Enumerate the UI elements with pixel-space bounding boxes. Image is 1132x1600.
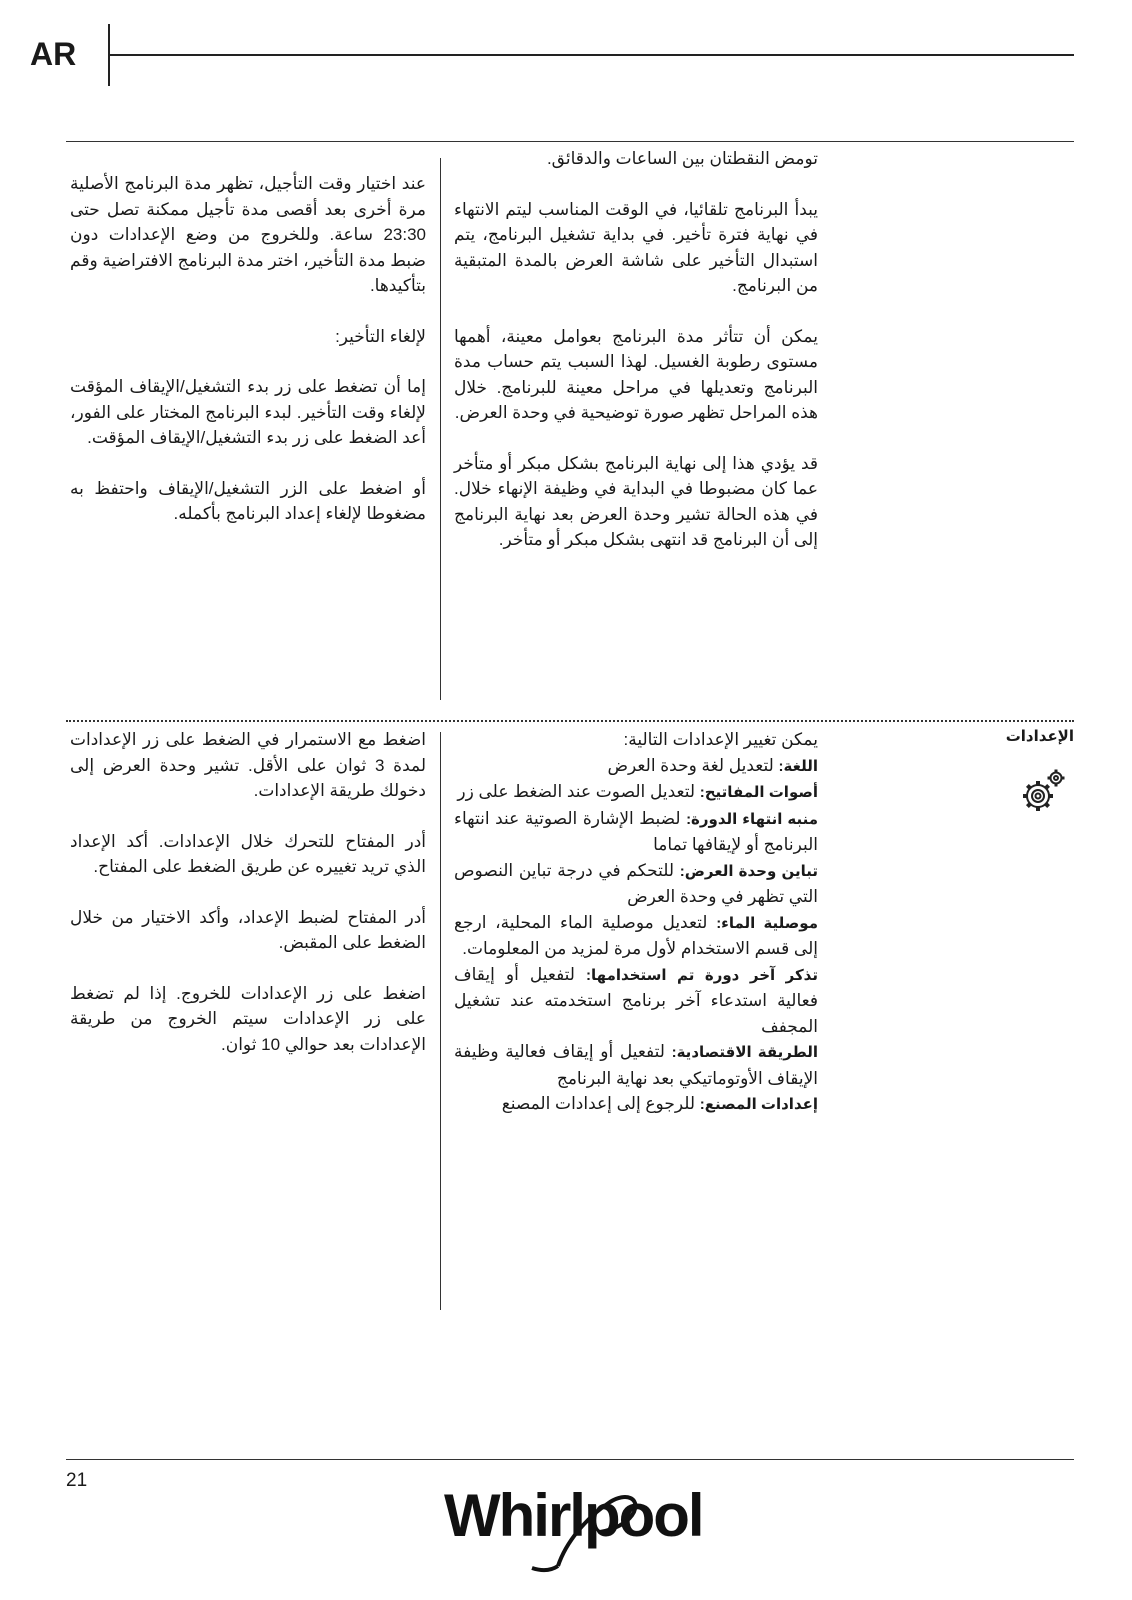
- setting-item-language: [454, 753, 818, 780]
- cancel-delay-heading: لإلغاء التأخير:: [335, 326, 426, 346]
- setting-item-last-cycle: [454, 962, 818, 1040]
- setting-desc: للرجوع إلى إعدادات المصنع: [501, 1094, 696, 1113]
- settings-intro: يمكن تغيير الإعدادات التالية:: [623, 730, 818, 749]
- setting-term: تباين وحدة العرض:: [679, 862, 818, 880]
- setting-item-water-conductivity: [454, 910, 818, 962]
- brand-wordmark: Whirlpool: [444, 1482, 702, 1549]
- paragraph: أدر المفتاح لضبط الإعداد، وأكد الاختيار من خلال الضغط على المقبض.: [70, 907, 426, 952]
- setting-desc: لتفعيل أو إيقاف فعالية وظيفة الإيقاف الأوتوماتيكي بعد نهاية البرنامج: [454, 1042, 818, 1088]
- setting-item-key-sounds: [454, 779, 818, 806]
- setting-desc: لتفعيل أو إيقاف فعالية استدعاء آخر برنامج استخدمته عند تشغيل المجفف: [454, 964, 818, 1036]
- paragraph: إما أن تضغط على زر بدء التشغيل/الإيقاف المؤقت لإلغاء وقت التأخير. لبدء البرنامج المختار على الفور، أعد الضغط على زر بدء التشغيل/الإيقاف المؤقت.: [70, 377, 426, 447]
- paragraph: عند اختيار وقت التأجيل، تظهر مدة البرنامج الأصلية مرة أخرى بعد أقصى مدة تأجيل ممكنة تصل حتى 23:30 ساعة. وللخروج من وضع الإعدادات دون ضبط مدة التأخير، اختر مدة البرنامج الافتراضية وقم بتأكيدها.: [70, 174, 426, 295]
- paragraph: يمكن أن تتأثر مدة البرنامج بعوامل معينة، أهمها مستوى رطوبة الغسيل. لهذا السبب يتم حساب مدة البرنامج وتعديلها في مراحل معينة للبرنامج. خلال هذه المراحل تظهر صورة توضيحية في وحدة العرض.: [454, 326, 818, 422]
- paragraph: تومض النقطتان بين الساعات والدقائق.: [546, 149, 818, 168]
- paragraph: أدر المفتاح للتحرك خلال الإعدادات. أكد الإعداد الذي تريد تغييره عن طريق الضغط على المفتاح.: [70, 831, 426, 876]
- setting-term: موصلية الماء:: [716, 914, 818, 932]
- settings-section-title: الإعدادات: [1005, 728, 1074, 745]
- delay-text-left-column: [70, 171, 426, 552]
- section-top-rule: [66, 141, 1074, 142]
- paragraph: أو اضغط على الزر التشغيل/الإيقاف واحتفظ به مضغوطا لإلغاء إعداد البرنامج بأكمله.: [70, 478, 426, 523]
- setting-item-factory-reset: [454, 1091, 818, 1118]
- paragraph: يبدأ البرنامج تلقائيا، في الوقت المناسب ليتم الانتهاء في نهاية فترة تأخير. في بداية تشغيل البرنامج، يتم استبدال التأخير على شاشة العرض بالمدة المتبقية من البرنامج.: [454, 199, 818, 295]
- column-divider: [440, 732, 441, 1310]
- setting-term: تذكر آخر دورة تم استخدامها:: [586, 966, 818, 984]
- setting-desc: لتعديل لغة وحدة العرض: [607, 755, 774, 775]
- footer-rule: [66, 1459, 1074, 1460]
- setting-desc: لضبط الإشارة الصوتية عند انتهاء البرنامج أو لإيقافها تماما: [454, 808, 818, 854]
- setting-item-end-alarm: [454, 806, 818, 858]
- setting-desc: لتعديل الصوت عند الضغط على زر: [457, 782, 696, 801]
- setting-term: أصوات المفاتيح:: [699, 784, 818, 801]
- setting-term: اللغة:: [778, 757, 818, 775]
- page-number: 21: [66, 1470, 88, 1491]
- column-divider: [440, 158, 441, 700]
- delay-text-right-column: [454, 146, 818, 578]
- gear-icon: [1016, 764, 1072, 820]
- setting-desc: للتحكم في درجة تباين النصوص التي تظهر في وحدة العرض: [454, 860, 818, 906]
- language-code: AR: [30, 36, 77, 72]
- paragraph: اضغط مع الاستمرار في الضغط على زر الإعدادات لمدة 3 ثوان على الأقل. تشير وحدة العرض إلى دخولك طريقة الإعدادات.: [70, 730, 427, 800]
- whirlpool-logo: [440, 1478, 702, 1576]
- setting-item-contrast: [454, 858, 818, 910]
- setting-item-eco-mode: [454, 1039, 818, 1091]
- setting-term: إعدادات المصنع:: [699, 1096, 818, 1113]
- setting-desc: لتعديل موصلية الماء المحلية، ارجع إلى قسم الاستخدام لأول مرة لمزيد من المعلومات.: [454, 912, 818, 958]
- settings-list-column: [454, 727, 818, 1118]
- setting-term: الطريقة الاقتصادية:: [671, 1044, 819, 1061]
- section-dotted-divider: [66, 720, 1074, 722]
- paragraph: اضغط على زر الإعدادات للخروج. إذا لم تضغط على زر الإعدادات سيتم الخروج من طريقة الإعدادات بعد حوالي 10 ثوان.: [70, 983, 426, 1054]
- setting-term: منبه انتهاء الدورة:: [686, 810, 819, 828]
- settings-instructions-column: [70, 727, 426, 1082]
- header-rule: [108, 54, 1074, 56]
- paragraph: قد يؤدي هذا إلى نهاية البرنامج بشكل مبكر أو متأخر عما كان مضبوطا في البداية في وظيفة الإنهاء خلال. في هذه الحالة تشير وحدة العرض بعد نهاية البرنامج إلى أن البرنامج قد انتهى بشكل مبكر أو متأخر.: [454, 453, 818, 549]
